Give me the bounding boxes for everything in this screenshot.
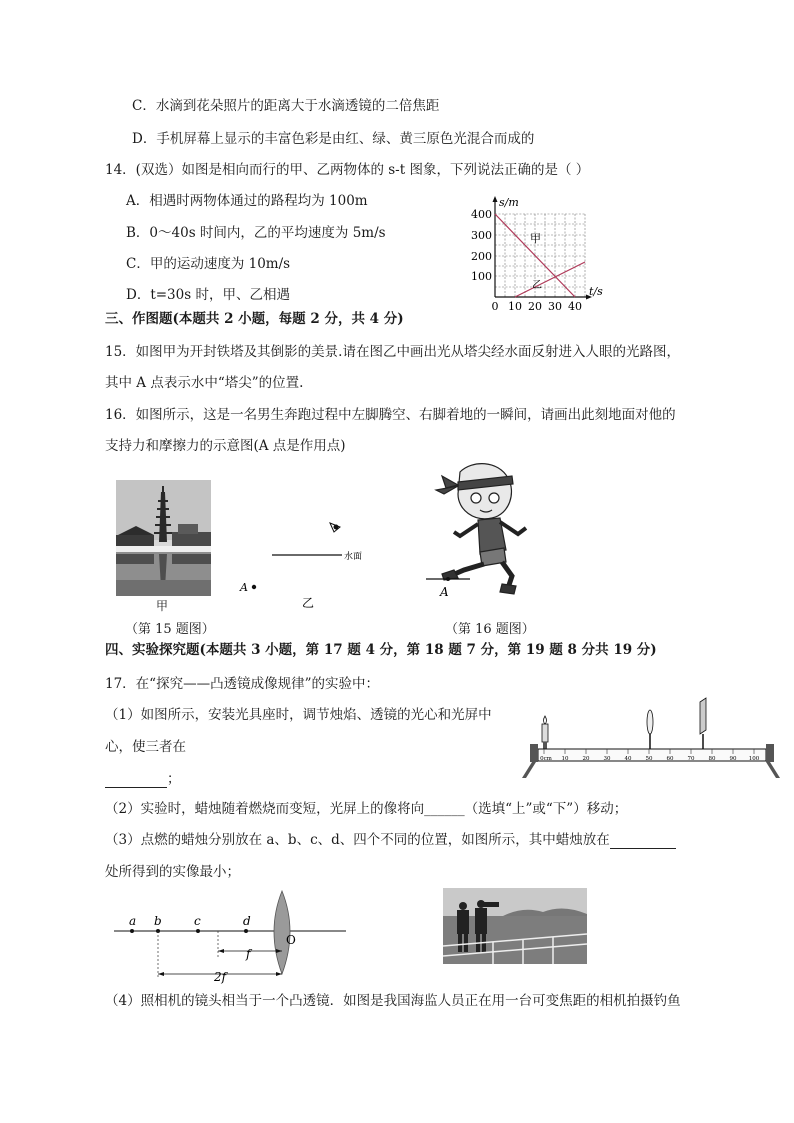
answer-blank[interactable] xyxy=(610,834,676,849)
st-graph xyxy=(468,194,618,316)
bench-tick: 80 xyxy=(708,756,716,762)
running-boy-illustration xyxy=(420,458,560,600)
q17-part1-answer xyxy=(105,770,181,788)
fig15-point-label: A xyxy=(240,581,248,594)
section4-heading: 四、实验探究题(本题共 3 小题，第 17 题 4 分，第 18 题 7 分，第 19 题 8 分共 19 分) xyxy=(105,642,657,658)
q17-part1-line2: 心，使三者在 xyxy=(105,739,186,755)
q17-part3-line1 xyxy=(105,831,676,849)
bench-tick: 0cm xyxy=(540,756,552,762)
graph-y-tick: 100 xyxy=(471,270,492,283)
graph-label-jia: 甲 xyxy=(530,232,541,245)
point-d-label: d xyxy=(243,914,251,928)
fig15-label-yi: 乙 xyxy=(302,596,315,610)
bench-tick: 40 xyxy=(624,756,632,762)
water-surface-label: 水面 xyxy=(344,552,363,562)
tower-photo xyxy=(116,480,211,596)
graph-line-yi xyxy=(515,262,585,297)
point-b-label: b xyxy=(154,914,162,928)
point-a-label: a xyxy=(129,914,137,928)
bench-tick: 20 xyxy=(582,756,590,762)
lens-center-label: O xyxy=(286,933,296,947)
graph-x-label: t/s xyxy=(589,285,603,298)
graph-x-tick: 30 xyxy=(548,300,562,313)
bench-tick: 100 xyxy=(748,756,760,762)
point-c-label: c xyxy=(194,914,201,928)
q13-option-c: C．水滴到花朵照片的距离大于水滴透镜的二倍焦距 xyxy=(132,98,440,114)
graph-y-tick: 400 xyxy=(471,208,492,221)
graph-label-yi: 乙 xyxy=(532,280,542,291)
screen-holder-icon xyxy=(700,698,706,750)
graph-y-tick: 200 xyxy=(471,250,492,263)
bench-tick: 10 xyxy=(561,756,569,762)
candle-icon xyxy=(542,716,548,750)
q17-part1-line1: （1）如图所示，安装光具座时，调节烛焰、透镜的光心和光屏中 xyxy=(105,707,492,723)
fig15-label-jia: 甲 xyxy=(156,599,169,613)
bench-tick: 70 xyxy=(687,756,695,762)
q13-option-d: D．手机屏幕上显示的丰富色彩是由红、绿、黄三原色光混合而成的 xyxy=(132,131,535,147)
q17-part1-end: ； xyxy=(167,771,181,787)
two-f-label: 2f xyxy=(214,970,227,984)
fig16-point-dot xyxy=(446,577,450,581)
q14-option-c: C．甲的运动速度为 10m/s xyxy=(126,256,291,272)
q14-stem: 14．(双选）如图是相向而行的甲、乙两物体的 s-t 图象，下列说法正确的是（ ） xyxy=(105,162,590,178)
q14-option-d: D．t=30s 时，甲、乙相遇 xyxy=(126,287,290,303)
graph-x-tick: 20 xyxy=(528,300,542,313)
graph-x-tick: 10 xyxy=(508,300,522,313)
q17-part3-line2: 处所得到的实像最小； xyxy=(105,864,240,880)
lens-axis-diagram xyxy=(110,888,350,984)
graph-x-tick: 0 xyxy=(491,300,499,313)
bench-tick: 50 xyxy=(645,756,653,762)
fig15-caption: （第 15 题图） xyxy=(125,622,215,637)
f-label: f xyxy=(246,947,251,961)
q17-part4: （4）照相机的镜头相当于一个凸透镜．如图是我国海监人员正在用一台可变焦距的相机拍摄钓鱼 xyxy=(105,993,681,1009)
point-a-dot xyxy=(252,585,256,589)
section3-heading: 三、作图题(本题共 2 小题，每题 2 分，共 4 分) xyxy=(105,311,404,327)
graph-y-label: s/m xyxy=(499,196,519,209)
fig15-yi-diagram xyxy=(236,515,376,615)
q17-stem: 17．在“探究——凸透镜成像规律”的实验中： xyxy=(105,676,379,692)
answer-blank[interactable] xyxy=(105,773,167,788)
sea-photo xyxy=(443,888,587,964)
q15-line1: 15．如图甲为开封铁塔及其倒影的美景.请在图乙中画出光从塔尖经水面反射进入人眼的光路图， xyxy=(105,344,680,360)
q17-part2: （2）实验时，蜡烛随着燃烧而变短，光屏上的像将向______（选填“上”或“下”）移动； xyxy=(105,801,628,817)
lens-holder-icon xyxy=(647,710,653,750)
bench-tick: 60 xyxy=(666,756,674,762)
graph-x-tick: 40 xyxy=(568,300,582,313)
q15-line2: 其中 A 点表示水中“塔尖”的位置. xyxy=(105,375,304,391)
fig16-caption: （第 16 题图） xyxy=(445,622,535,637)
bench-tick: 90 xyxy=(729,756,737,762)
graph-y-tick: 300 xyxy=(471,229,492,242)
q17-part3-text: （3）点燃的蜡烛分别放在 a、b、c、d、四个不同的位置，如图所示，其中蜡烛放在 xyxy=(105,832,610,848)
optical-bench xyxy=(520,694,782,784)
q16-line2: 支持力和摩擦力的示意图(A 点是作用点) xyxy=(105,438,346,454)
bench-tick: 30 xyxy=(603,756,611,762)
q14-option-a: A．相遇时两物体通过的路程均为 100m xyxy=(126,193,368,209)
q14-option-b: B．0～40s 时间内，乙的平均速度为 5m/s xyxy=(126,225,386,241)
fig16-point-label: A xyxy=(440,585,449,599)
eye-icon xyxy=(330,523,340,532)
q16-line1: 16．如图所示，这是一名男生奔跑过程中左脚腾空、右脚着地的一瞬间，请画出此刻地面对他的 xyxy=(105,407,676,423)
